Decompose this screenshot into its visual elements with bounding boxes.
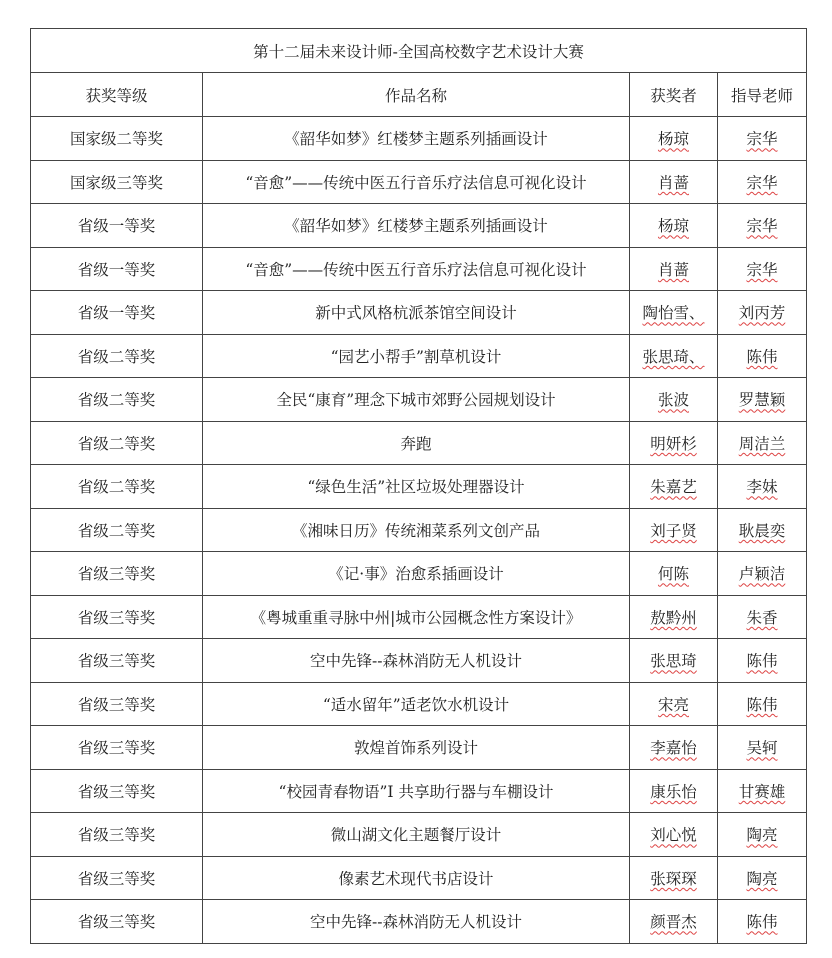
advisor-cell: 吴轲 (718, 726, 807, 770)
work-name-cell: 《记·事》治愈系插画设计 (203, 552, 630, 596)
winner-cell: 颜晋杰 (630, 900, 718, 944)
winner-cell: 张琛琛 (630, 856, 718, 900)
advisor-cell: 陶亮 (718, 856, 807, 900)
table-row (31, 117, 807, 161)
winner-cell: 张波 (630, 378, 718, 422)
work-name-cell: 《湘味日历》传统湘菜系列文创产品 (203, 508, 630, 552)
winner-cell: 李嘉怡 (630, 726, 718, 770)
award-level-cell: 省级三等奖 (31, 769, 203, 813)
winner-cell: 宋亮 (630, 682, 718, 726)
winner-cell: 朱嘉艺 (630, 465, 718, 509)
advisor-cell: 朱香 (718, 595, 807, 639)
header-advisor: 指导老师 (718, 73, 807, 117)
table-row (31, 334, 807, 378)
work-name-cell: 《韶华如梦》红楼梦主题系列插画设计 (203, 204, 630, 248)
table-row (31, 421, 807, 465)
work-name-cell: 新中式风格杭派茶馆空间设计 (203, 291, 630, 335)
advisor-cell: 宗华 (718, 117, 807, 161)
table-row (31, 595, 807, 639)
table-row (31, 508, 807, 552)
work-name-cell: “绿色生活”社区垃圾处理器设计 (203, 465, 630, 509)
table-row (31, 160, 807, 204)
winner-cell: 张思琦、 (630, 334, 718, 378)
work-name-cell: “音愈”——传统中医五行音乐疗法信息可视化设计 (203, 160, 630, 204)
advisor-cell: 宗华 (718, 247, 807, 291)
advisor-cell: 陈伟 (718, 334, 807, 378)
work-name-cell: 空中先锋--森林消防无人机设计 (203, 900, 630, 944)
winner-cell: 何陈 (630, 552, 718, 596)
award-level-cell: 省级一等奖 (31, 247, 203, 291)
winner-cell: 杨琼 (630, 117, 718, 161)
advisor-cell: 罗慧颖 (718, 378, 807, 422)
title-row (31, 29, 807, 73)
work-name-cell: “适水留年”适老饮水机设计 (203, 682, 630, 726)
winner-cell: 康乐怡 (630, 769, 718, 813)
table-row (31, 726, 807, 770)
award-level-cell: 省级二等奖 (31, 421, 203, 465)
work-name-cell: “园艺小帮手”割草机设计 (203, 334, 630, 378)
advisor-cell: 陈伟 (718, 639, 807, 683)
work-name-cell: 像素艺术现代书店设计 (203, 856, 630, 900)
advisor-cell: 耿晨奕 (718, 508, 807, 552)
header-row (31, 73, 807, 117)
work-name-cell: “校园青春物语”I 共享助行器与车棚设计 (203, 769, 630, 813)
table-row (31, 639, 807, 683)
advisor-cell: 陈伟 (718, 900, 807, 944)
table-title: 第十二届未来设计师-全国高校数字艺术设计大赛 (31, 29, 807, 73)
winner-cell: 明妍杉 (630, 421, 718, 465)
work-name-cell: 空中先锋--森林消防无人机设计 (203, 639, 630, 683)
advisor-cell: 甘赛雄 (718, 769, 807, 813)
table-row (31, 769, 807, 813)
award-level-cell: 省级三等奖 (31, 552, 203, 596)
award-level-cell: 省级二等奖 (31, 465, 203, 509)
award-level-cell: 省级三等奖 (31, 682, 203, 726)
table-row (31, 900, 807, 944)
award-level-cell: 省级一等奖 (31, 291, 203, 335)
winner-cell: 杨琼 (630, 204, 718, 248)
table-row (31, 552, 807, 596)
table-row (31, 856, 807, 900)
winner-cell: 张思琦 (630, 639, 718, 683)
work-name-cell: 全民“康育”理念下城市郊野公园规划设计 (203, 378, 630, 422)
advisor-cell: 李妹 (718, 465, 807, 509)
award-level-cell: 国家级三等奖 (31, 160, 203, 204)
table-body (31, 117, 807, 944)
work-name-cell: 奔跑 (203, 421, 630, 465)
table-row (31, 378, 807, 422)
award-level-cell: 省级三等奖 (31, 726, 203, 770)
award-level-cell: 省级二等奖 (31, 508, 203, 552)
table-row (31, 291, 807, 335)
work-name-cell: 微山湖文化主题餐厅设计 (203, 813, 630, 857)
header-winner: 获奖者 (630, 73, 718, 117)
work-name-cell: 《韶华如梦》红楼梦主题系列插画设计 (203, 117, 630, 161)
advisor-cell: 宗华 (718, 160, 807, 204)
header-award-level: 获奖等级 (31, 73, 203, 117)
award-level-cell: 省级二等奖 (31, 378, 203, 422)
award-level-cell: 省级三等奖 (31, 813, 203, 857)
winner-cell: 刘子贤 (630, 508, 718, 552)
table-row (31, 682, 807, 726)
advisor-cell: 宗华 (718, 204, 807, 248)
award-level-cell: 国家级二等奖 (31, 117, 203, 161)
winner-cell: 敖黔州 (630, 595, 718, 639)
winner-cell: 肖蔷 (630, 247, 718, 291)
award-level-cell: 省级二等奖 (31, 334, 203, 378)
award-level-cell: 省级一等奖 (31, 204, 203, 248)
award-level-cell: 省级三等奖 (31, 595, 203, 639)
advisor-cell: 周洁兰 (718, 421, 807, 465)
winner-cell: 刘心悦 (630, 813, 718, 857)
award-level-cell: 省级三等奖 (31, 639, 203, 683)
table-row (31, 204, 807, 248)
advisor-cell: 陈伟 (718, 682, 807, 726)
work-name-cell: 《粤城重重寻脉中州|城市公园概念性方案设计》 (203, 595, 630, 639)
work-name-cell: 敦煌首饰系列设计 (203, 726, 630, 770)
advisor-cell: 刘丙芳 (718, 291, 807, 335)
award-table (30, 28, 807, 944)
table-row (31, 465, 807, 509)
advisor-cell: 陶亮 (718, 813, 807, 857)
header-work-name: 作品名称 (203, 73, 630, 117)
advisor-cell: 卢颖洁 (718, 552, 807, 596)
work-name-cell: “音愈”——传统中医五行音乐疗法信息可视化设计 (203, 247, 630, 291)
winner-cell: 肖蔷 (630, 160, 718, 204)
award-level-cell: 省级三等奖 (31, 856, 203, 900)
winner-cell: 陶怡雪、 (630, 291, 718, 335)
award-level-cell: 省级三等奖 (31, 900, 203, 944)
table-row (31, 813, 807, 857)
table-row (31, 247, 807, 291)
